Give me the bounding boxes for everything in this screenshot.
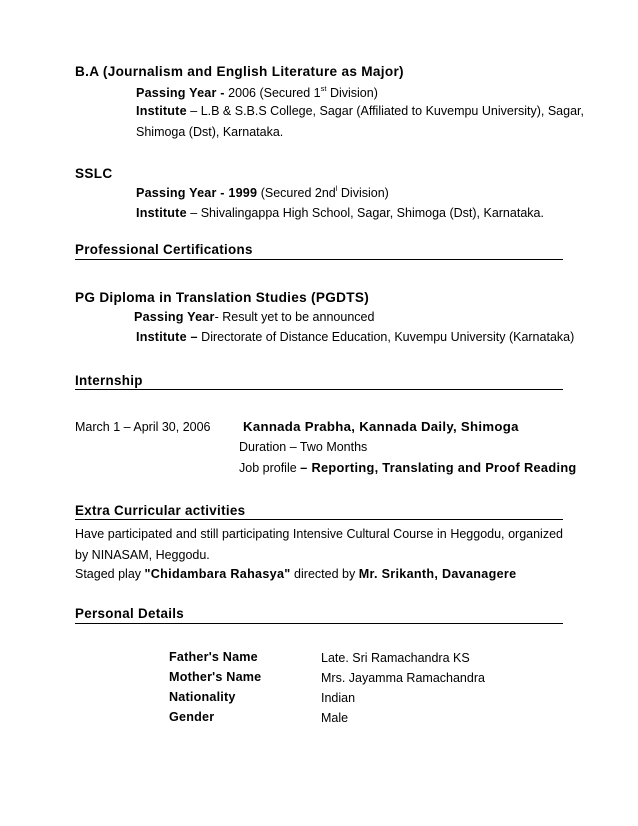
sslc-institute-value: – Shivalingappa High School, Sagar, Shimoga (Dst), Karnataka.	[190, 206, 544, 220]
ba-passing-value: 2006 (Secured 1	[228, 86, 321, 100]
pgdts-title: PG Diploma in Translation Studies (PGDTS)	[75, 290, 370, 305]
certifications-heading: Professional Certifications	[75, 242, 253, 257]
internship-heading: Internship	[75, 373, 143, 388]
ba-passing-year	[136, 86, 378, 100]
pgdts-passing-year	[134, 310, 374, 324]
sslc-institute	[136, 206, 544, 220]
ba-institute-value: – L.B & S.B.S College, Sagar (Affiliated to Kuvempu University), Sagar,	[190, 104, 584, 118]
extra-director: Mr. Srikanth, Davanagere	[358, 567, 517, 581]
sslc-passing-value: (Secured 2nd	[260, 186, 336, 200]
pgdts-passing-label: Passing Year	[134, 310, 215, 324]
personal-label-mother: Mother's Name	[169, 670, 262, 684]
sslc-passing-label: Passing Year - 1999	[136, 186, 258, 200]
ba-passing-label: Passing Year -	[136, 86, 225, 100]
internship-org: Kannada Prabha, Kannada Daily, Shimoga	[243, 419, 519, 434]
ba-title: B.A (Journalism and English Literature as Major)	[75, 64, 404, 79]
personal-value-nationality: Indian	[321, 691, 356, 705]
sslc-passing-sup: l	[335, 184, 338, 193]
extra-play-name: "Chidambara Rahasya"	[144, 567, 291, 581]
personal-rule	[75, 623, 563, 624]
internship-dates: March 1 – April 30, 2006	[75, 420, 211, 434]
personal-value-father: Late. Sri Ramachandra KS	[321, 651, 470, 665]
personal-label-nationality: Nationality	[169, 690, 236, 704]
extra-staged-mid: directed by	[294, 567, 356, 581]
certifications-rule	[75, 259, 563, 260]
extra-staged-pre: Staged play	[75, 567, 142, 581]
internship-job-label: Job profile	[239, 461, 297, 475]
extra-line1: Have participated and still participating Intensive Cultural Course in Heggodu, organized by NINASAM, Heggodu.	[75, 527, 563, 562]
internship-job	[239, 460, 577, 475]
sslc-passing-year	[136, 186, 389, 200]
personal-value-gender: Male	[321, 711, 349, 725]
pgdts-institute	[136, 330, 574, 344]
personal-label-father: Father's Name	[169, 650, 258, 664]
internship-rule	[75, 389, 563, 390]
personal-label-gender: Gender	[169, 710, 215, 724]
ba-passing-value-post: Division)	[329, 86, 378, 100]
pgdts-institute-value: Directorate of Distance Education, Kuvempu University (Karnataka)	[201, 330, 575, 344]
extra-rule	[75, 519, 563, 520]
ba-institute-label: Institute	[136, 104, 187, 118]
personal-heading: Personal Details	[75, 606, 184, 621]
ba-institute	[136, 104, 584, 118]
sslc-title: SSLC	[75, 166, 113, 181]
personal-value-mother: Mrs. Jayamma Ramachandra	[321, 671, 485, 685]
ba-institute-line2: Shimoga (Dst), Karnataka.	[136, 125, 284, 139]
pgdts-institute-label: Institute –	[136, 330, 198, 344]
pgdts-passing-value: - Result yet to be announced	[214, 310, 375, 324]
ba-passing-sup: st	[320, 84, 327, 93]
internship-duration: Duration – Two Months	[239, 440, 368, 454]
internship-job-value: – Reporting, Translating and Proof Reading	[300, 460, 577, 475]
sslc-institute-label: Institute	[136, 206, 187, 220]
extra-heading: Extra Curricular activities	[75, 503, 246, 518]
sslc-passing-value-post: Division)	[340, 186, 389, 200]
extra-staged-play	[75, 567, 516, 581]
